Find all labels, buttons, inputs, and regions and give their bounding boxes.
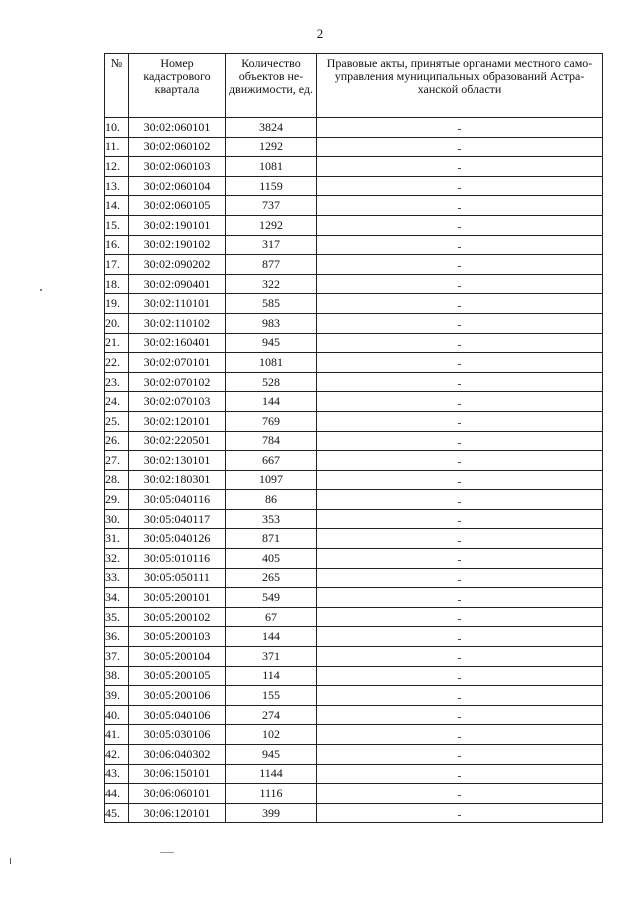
row-number: 11.: [105, 137, 129, 157]
table-row: [105, 470, 603, 490]
cadastral-quarter: 30:06:120101: [129, 803, 226, 823]
cadastral-quarter: 30:02:060105: [129, 196, 226, 216]
cadastral-quarter: 30:05:030106: [129, 725, 226, 745]
row-number: 24.: [105, 392, 129, 412]
table-row: [105, 392, 603, 412]
cadastral-quarter: 30:05:040117: [129, 509, 226, 529]
cadastral-quarter: 30:02:060103: [129, 157, 226, 177]
legal-acts: [317, 215, 603, 235]
cadastral-quarter: 30:02:120101: [129, 411, 226, 431]
row-number: 12.: [105, 157, 129, 177]
legal-acts: [317, 666, 603, 686]
legal-acts-value: -: [457, 299, 462, 312]
object-count: 274: [226, 705, 317, 725]
legal-acts: [317, 451, 603, 471]
table-row: [105, 588, 603, 608]
legal-acts: [317, 196, 603, 216]
object-count: 317: [226, 235, 317, 255]
object-count: 155: [226, 686, 317, 706]
object-count: 1292: [226, 215, 317, 235]
legal-acts-value: -: [457, 730, 462, 743]
header-object-count: Количество объектов не-движимости, ед.: [226, 54, 317, 118]
object-count: 144: [226, 627, 317, 647]
cadastral-quarter: 30:05:200105: [129, 666, 226, 686]
scan-speck: [10, 858, 11, 864]
row-number: 40.: [105, 705, 129, 725]
legal-acts: [317, 255, 603, 275]
legal-acts-value: -: [457, 613, 462, 626]
legal-acts-value: -: [457, 769, 462, 782]
cadastral-quarter: 30:02:190101: [129, 215, 226, 235]
table-row: [105, 333, 603, 353]
scan-speck: [160, 852, 174, 853]
row-number: 34.: [105, 588, 129, 608]
legal-acts: [317, 372, 603, 392]
object-count: 1144: [226, 764, 317, 784]
object-count: 1097: [226, 470, 317, 490]
legal-acts-value: -: [457, 221, 462, 234]
table-header-row: [105, 54, 603, 118]
legal-acts: [317, 157, 603, 177]
legal-acts: [317, 588, 603, 608]
legal-acts: [317, 490, 603, 510]
row-number: 44.: [105, 784, 129, 804]
row-number: 26.: [105, 431, 129, 451]
legal-acts-value: -: [457, 260, 462, 273]
object-count: 945: [226, 745, 317, 765]
legal-acts: [317, 568, 603, 588]
object-count: 784: [226, 431, 317, 451]
row-number: 43.: [105, 764, 129, 784]
table-row: [105, 274, 603, 294]
row-number: 25.: [105, 411, 129, 431]
object-count: 322: [226, 274, 317, 294]
object-count: 144: [226, 392, 317, 412]
row-number: 28.: [105, 470, 129, 490]
object-count: 877: [226, 255, 317, 275]
cadastral-quarter: 30:05:050111: [129, 568, 226, 588]
table-row: [105, 235, 603, 255]
object-count: 353: [226, 509, 317, 529]
table-row: [105, 647, 603, 667]
table-row: [105, 509, 603, 529]
table-row: [105, 313, 603, 333]
cadastral-quarter: 30:05:040106: [129, 705, 226, 725]
legal-acts-value: -: [457, 436, 462, 449]
object-count: 102: [226, 725, 317, 745]
table-row: [105, 725, 603, 745]
table-row: [105, 666, 603, 686]
row-number: 41.: [105, 725, 129, 745]
object-count: 371: [226, 647, 317, 667]
row-number: 18.: [105, 274, 129, 294]
legal-acts: [317, 137, 603, 157]
row-number: 27.: [105, 451, 129, 471]
legal-acts-value: -: [457, 182, 462, 195]
table-row: [105, 411, 603, 431]
legal-acts: [317, 725, 603, 745]
table-row: [105, 215, 603, 235]
legal-acts-value: -: [457, 162, 462, 175]
legal-acts: [317, 705, 603, 725]
row-number: 14.: [105, 196, 129, 216]
cadastral-quarter: 30:02:070103: [129, 392, 226, 412]
legal-acts-value: -: [457, 671, 462, 684]
legal-acts: [317, 333, 603, 353]
table-row: [105, 431, 603, 451]
object-count: 1159: [226, 176, 317, 196]
cadastral-quarter: 30:05:200101: [129, 588, 226, 608]
table-row: [105, 255, 603, 275]
cadastral-quarter: 30:02:220501: [129, 431, 226, 451]
legal-acts-value: -: [457, 397, 462, 410]
legal-acts-value: -: [457, 632, 462, 645]
legal-acts: [317, 431, 603, 451]
scan-speck: [40, 289, 42, 291]
table-row: [105, 490, 603, 510]
object-count: 86: [226, 490, 317, 510]
cadastral-quarter: 30:02:060104: [129, 176, 226, 196]
table-row: [105, 529, 603, 549]
legal-acts: [317, 176, 603, 196]
cadastral-quarter: 30:05:200102: [129, 607, 226, 627]
legal-acts-value: -: [457, 809, 462, 822]
row-number: 29.: [105, 490, 129, 510]
legal-acts-value: -: [457, 378, 462, 391]
cadastral-quarter: 30:02:130101: [129, 451, 226, 471]
table-row: [105, 353, 603, 373]
row-number: 31.: [105, 529, 129, 549]
cadastral-quarter: 30:02:110102: [129, 313, 226, 333]
table-row: [105, 627, 603, 647]
legal-acts: [317, 294, 603, 314]
object-count: 114: [226, 666, 317, 686]
legal-acts: [317, 353, 603, 373]
legal-acts-value: -: [457, 142, 462, 155]
cadastral-quarter: 30:05:200104: [129, 647, 226, 667]
table-body: [105, 118, 603, 823]
row-number: 17.: [105, 255, 129, 275]
page-number: 2: [316, 26, 324, 41]
legal-acts: [317, 607, 603, 627]
cadastral-quarter: 30:05:200103: [129, 627, 226, 647]
legal-acts: [317, 470, 603, 490]
legal-acts: [317, 686, 603, 706]
legal-acts: [317, 274, 603, 294]
table-row: [105, 784, 603, 804]
legal-acts: [317, 392, 603, 412]
legal-acts: [317, 803, 603, 823]
legal-acts-value: -: [457, 711, 462, 724]
object-count: 667: [226, 451, 317, 471]
cadastral-quarter: 30:05:040116: [129, 490, 226, 510]
legal-acts: [317, 529, 603, 549]
cadastral-quarter: 30:02:070101: [129, 353, 226, 373]
cadastral-quarter: 30:02:110101: [129, 294, 226, 314]
object-count: 528: [226, 372, 317, 392]
legal-acts: [317, 509, 603, 529]
table-row: [105, 451, 603, 471]
table-row: [105, 568, 603, 588]
legal-acts-value: -: [457, 338, 462, 351]
legal-acts-value: -: [457, 475, 462, 488]
table-row: [105, 549, 603, 569]
row-number: 30.: [105, 509, 129, 529]
row-number: 42.: [105, 745, 129, 765]
object-count: 67: [226, 607, 317, 627]
object-count: 399: [226, 803, 317, 823]
legal-acts-value: -: [457, 495, 462, 508]
table-row: [105, 176, 603, 196]
table-row: [105, 157, 603, 177]
legal-acts-value: -: [457, 123, 462, 136]
legal-acts-value: -: [457, 789, 462, 802]
legal-acts-value: -: [457, 515, 462, 528]
object-count: 265: [226, 568, 317, 588]
object-count: 1292: [226, 137, 317, 157]
object-count: 549: [226, 588, 317, 608]
legal-acts-value: -: [457, 201, 462, 214]
legal-acts-value: -: [457, 534, 462, 547]
table-row: [105, 764, 603, 784]
header-legal-acts: Правовые акты, принятые органами местного само-управления муниципальных образований Астра-ханской области: [317, 54, 603, 118]
row-number: 19.: [105, 294, 129, 314]
legal-acts-value: -: [457, 554, 462, 567]
object-count: 737: [226, 196, 317, 216]
cadastral-quarter: 30:05:200106: [129, 686, 226, 706]
legal-acts-value: -: [457, 573, 462, 586]
cadastral-quarter: 30:06:150101: [129, 764, 226, 784]
table-row: [105, 294, 603, 314]
table-row: [105, 705, 603, 725]
row-number: 13.: [105, 176, 129, 196]
legal-acts-value: -: [457, 240, 462, 253]
table-row: [105, 137, 603, 157]
legal-acts: [317, 235, 603, 255]
cadastral-quarter: 30:02:060101: [129, 118, 226, 138]
cadastral-quarter: 30:02:060102: [129, 137, 226, 157]
row-number: 39.: [105, 686, 129, 706]
legal-acts-value: -: [457, 280, 462, 293]
object-count: 983: [226, 313, 317, 333]
cadastral-quarter: 30:06:060101: [129, 784, 226, 804]
legal-acts-value: -: [457, 358, 462, 371]
legal-acts: [317, 627, 603, 647]
row-number: 22.: [105, 353, 129, 373]
row-number: 33.: [105, 568, 129, 588]
legal-acts-value: -: [457, 750, 462, 763]
object-count: 769: [226, 411, 317, 431]
table-row: [105, 686, 603, 706]
legal-acts: [317, 647, 603, 667]
table-row: [105, 745, 603, 765]
legal-acts-value: -: [457, 593, 462, 606]
cadastral-quarter: 30:02:070102: [129, 372, 226, 392]
legal-acts: [317, 784, 603, 804]
cadastral-quarter: 30:06:040302: [129, 745, 226, 765]
row-number: 16.: [105, 235, 129, 255]
object-count: 1116: [226, 784, 317, 804]
legal-acts: [317, 764, 603, 784]
legal-acts-value: -: [457, 456, 462, 469]
object-count: 1081: [226, 353, 317, 373]
row-number: 21.: [105, 333, 129, 353]
legal-acts: [317, 745, 603, 765]
object-count: 405: [226, 549, 317, 569]
cadastral-quarter: 30:02:090401: [129, 274, 226, 294]
cadastral-quarter: 30:02:190102: [129, 235, 226, 255]
table-row: [105, 803, 603, 823]
table-row: [105, 607, 603, 627]
legal-acts: [317, 313, 603, 333]
object-count: 3824: [226, 118, 317, 138]
object-count: 945: [226, 333, 317, 353]
table-row: [105, 118, 603, 138]
legal-acts-value: -: [457, 691, 462, 704]
row-number: 23.: [105, 372, 129, 392]
cadastral-quarter: 30:05:010116: [129, 549, 226, 569]
legal-acts-value: -: [457, 417, 462, 430]
row-number: 35.: [105, 607, 129, 627]
row-number: 10.: [105, 118, 129, 138]
legal-acts: [317, 118, 603, 138]
legal-acts-value: -: [457, 652, 462, 665]
cadastral-quarter: 30:05:040126: [129, 529, 226, 549]
object-count: 585: [226, 294, 317, 314]
row-number: 20.: [105, 313, 129, 333]
legal-acts: [317, 549, 603, 569]
row-number: 45.: [105, 803, 129, 823]
row-number: 38.: [105, 666, 129, 686]
table-row: [105, 372, 603, 392]
header-cadastral-quarter: Номер кадастрового квартала: [129, 54, 226, 118]
header-number: №: [105, 54, 129, 118]
cadastral-quarter: 30:02:090202: [129, 255, 226, 275]
row-number: 32.: [105, 549, 129, 569]
cadastral-quarter: 30:02:180301: [129, 470, 226, 490]
legal-acts: [317, 411, 603, 431]
object-count: 1081: [226, 157, 317, 177]
object-count: 871: [226, 529, 317, 549]
legal-acts-value: -: [457, 319, 462, 332]
row-number: 15.: [105, 215, 129, 235]
cadastral-table: [104, 53, 603, 823]
row-number: 37.: [105, 647, 129, 667]
table-row: [105, 196, 603, 216]
row-number: 36.: [105, 627, 129, 647]
cadastral-quarter: 30:02:160401: [129, 333, 226, 353]
